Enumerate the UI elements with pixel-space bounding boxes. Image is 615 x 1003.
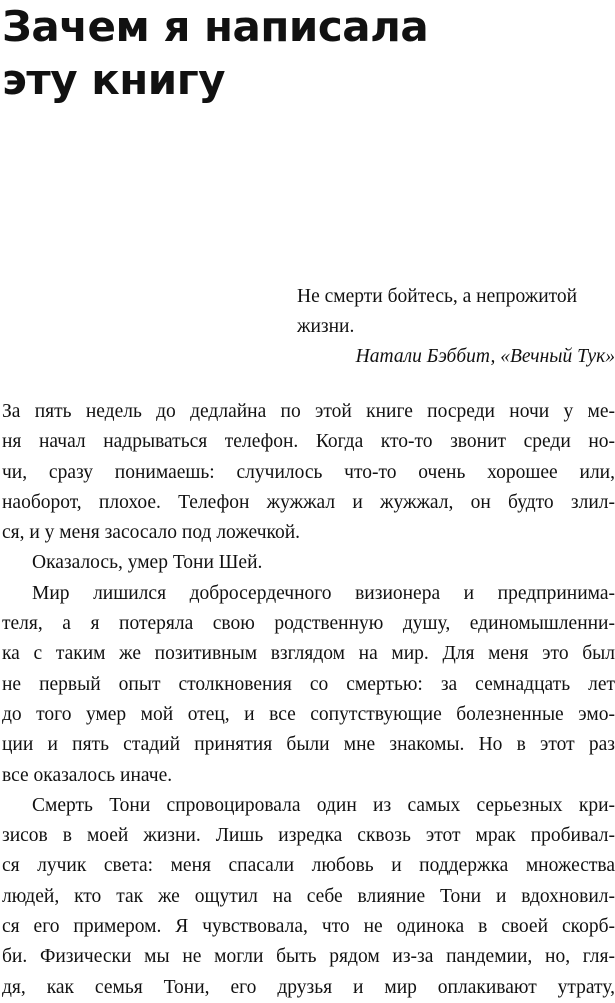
text-line: би. Физически мы не могли быть рядом из-за пандемии, но, гля- [2, 946, 615, 968]
text-line: ции и пять стадий принятия были мне знакомы. Но в этот раз [2, 734, 615, 756]
epigraph [297, 282, 615, 372]
chapter-title-line-1: Зачем я написала [2, 2, 429, 51]
chapter-title-line-2: эту книгу [2, 55, 226, 104]
epigraph-author: Натали Бэббит, «Вечный Тук» [355, 346, 615, 367]
text-line: дя, как семья Тони, его друзья и мир оплакивают утрату, [2, 976, 615, 998]
text-line: не первый опыт столкновения со смертью: за семнадцать лет [2, 673, 615, 695]
text-line: ня начал надрываться телефон. Когда кто-то звонит среди но- [2, 431, 615, 453]
text-line: ка с таким же позитивным взглядом на мир. Для меня это был [2, 643, 615, 665]
text-line: Оказалось, умер Тони Шей. [32, 552, 263, 574]
text-line: теля, а я потеряла свою родственную душу, единомышленни- [2, 613, 615, 635]
text-line: чи, сразу понимаешь: случилось что-то очень хорошее или, [2, 461, 615, 483]
chapter-title [2, 0, 428, 106]
text-line: Смерть Тони спровоцировала один из самых серьезных кри- [32, 794, 615, 816]
text-line: наоборот, плохое. Телефон жужжал и жужжал, он будто злил- [2, 491, 615, 513]
text-line: ся его примером. Я чувствовала, что не одинока в своей скорб- [2, 916, 615, 938]
epigraph-quote-line: жизни. [297, 316, 355, 337]
epigraph-quote [297, 282, 615, 342]
text-line: Мир лишился добросердечного визионера и предпринима- [32, 582, 615, 604]
text-line: людей, кто так же ощутил на себе влияние Тони и вдохновил- [2, 885, 615, 907]
body-text [2, 397, 615, 1003]
text-line: ся, и у меня засосало под ложечкой. [2, 522, 301, 544]
text-line: до того умер мой отец, и все сопутствующие болезненные эмо- [2, 703, 615, 725]
epigraph-quote-line: Не смерти бойтесь, а непрожитой [297, 286, 578, 307]
text-line: За пять недель до дедлайна по этой книге посреди ночи у ме- [2, 401, 615, 422]
text-line: ся лучик света: меня спасали любовь и поддержка множества [2, 855, 615, 877]
text-line: все оказалось иначе. [2, 764, 173, 786]
text-line: зисов в моей жизни. Лишь изредка сквозь этот мрак пробивал- [2, 825, 615, 847]
